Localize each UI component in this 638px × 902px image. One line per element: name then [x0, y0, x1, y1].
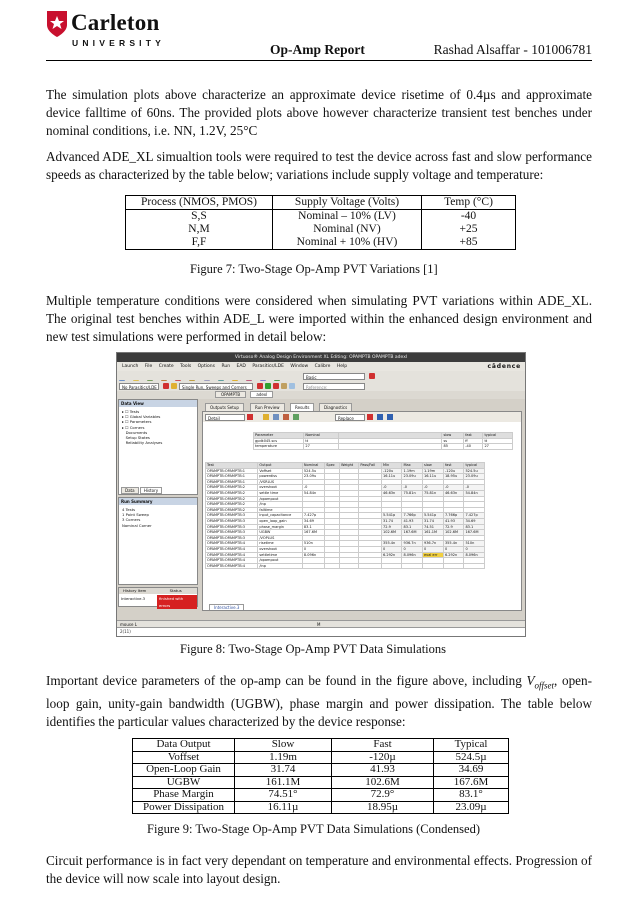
menu-item[interactable]: Run — [221, 364, 231, 369]
tool-icon[interactable] — [171, 383, 177, 389]
table-cell: 167.6M — [434, 776, 509, 789]
tool-icon[interactable] — [263, 414, 269, 420]
logo-name: Carleton — [71, 10, 160, 35]
table-cell: 72.9 — [443, 524, 463, 530]
combo-arrow-icon[interactable] — [257, 383, 263, 389]
table-cell: 54.84n — [302, 490, 324, 496]
table-header: Parameter — [254, 433, 304, 439]
table-row[interactable] — [206, 563, 485, 569]
tree-item[interactable]: ▸ ☐ Parameters — [122, 419, 152, 425]
table-cell: 83.1° — [434, 789, 509, 802]
table-cell: OPAMPTB:OPAMPTB:2 — [206, 496, 258, 502]
table-cell: 167.6M — [402, 530, 422, 536]
table-cell: Voffset — [258, 468, 303, 474]
table-cell: 524.5µ — [434, 751, 509, 764]
tool-icon[interactable] — [283, 414, 289, 420]
header-rule — [46, 60, 592, 61]
table-cell: tt — [304, 438, 339, 444]
tree-item[interactable]: ▸ ☐ Corners — [122, 424, 145, 430]
tab-results[interactable]: Results — [290, 403, 314, 412]
summary-item: 4 Tests — [122, 507, 136, 512]
table-cell: -120µ — [332, 751, 434, 764]
table-cell: 1.19m — [235, 751, 332, 764]
table-cell: 5.541p — [422, 513, 443, 519]
table-cell: OPAMPTB:OPAMPTB:4 — [206, 541, 258, 547]
table-cell: 46.63n — [443, 490, 463, 496]
table-cell: 23.09u — [464, 474, 485, 480]
paragraph-temperature: Multiple temperature conditions were considered when simulating PVT variations within ADE_XL. The original test benches within ADE_L were imported within the enhanced design environment and new test simulations were performed in detail below: — [46, 293, 592, 344]
table-cell: OPAMPTB:OPAMPTB:2 — [206, 485, 258, 491]
table-header: Process (NMOS, PMOS) — [126, 196, 273, 210]
tool-icon[interactable] — [281, 383, 287, 389]
table-cell: 23.09u — [302, 474, 324, 480]
table-row — [126, 223, 516, 236]
tool-icon[interactable] — [377, 414, 383, 420]
table-cell: OPAMPTB:OPAMPTB:4 — [206, 552, 258, 558]
history-header: History Item Status — [119, 588, 197, 594]
tab-history[interactable]: History — [140, 487, 162, 494]
table-row — [133, 751, 509, 764]
table-cell: UGBW — [258, 530, 303, 536]
tool-icon[interactable] — [273, 414, 279, 420]
table-cell: /opampout — [258, 558, 303, 564]
results-table — [205, 462, 485, 569]
table-cell: 167.6M — [464, 530, 485, 536]
table-cell: 74.51° — [235, 789, 332, 802]
table-cell — [402, 563, 422, 569]
table-cell: 72.9° — [332, 789, 434, 802]
table-cell: 0 — [382, 546, 402, 552]
table-cell: /inp — [258, 563, 303, 569]
university-logo — [46, 8, 166, 52]
paragraph-ade-xl: Advanced ADE_XL simualtion tools were required to test the device across fast and slow performance speeds as characterized by the table below; variations include supply voltage and temperature: — [46, 149, 592, 182]
table-cell: OPAMPTB:OPAMPTB:2 — [206, 507, 258, 513]
summary-item: Nominal Corner — [122, 522, 152, 528]
table-cell: N,M — [126, 223, 273, 236]
tool-icon[interactable] — [387, 414, 393, 420]
table-cell: phase_margin — [258, 524, 303, 530]
table-cell: 34.69 — [302, 518, 324, 524]
table-cell: 72.9 — [382, 524, 402, 530]
table-cell: ss — [442, 438, 464, 444]
table-header: Nominal — [304, 433, 339, 439]
table-cell: S,S — [126, 210, 273, 224]
report-title: Op-Amp Report — [270, 42, 365, 57]
summary-item: 1 Point Sweep — [122, 512, 149, 518]
table-cell: Open-Loop Gain — [133, 764, 235, 777]
table-cell: 31.74 — [422, 518, 443, 524]
replace-combo[interactable]: Replace — [335, 414, 365, 421]
table-cell: 41.93 — [402, 518, 422, 524]
table-cell: ff — [464, 438, 483, 444]
paragraph-conclusion: Circuit performance is in fact very dependant on temperature and environmental effects. Progression of the device will now scale into layout design. — [46, 853, 592, 886]
table-header: slow — [422, 463, 443, 469]
table-row — [126, 236, 516, 250]
table-cell: 8.096n — [302, 552, 324, 558]
table-cell: 7.427p — [464, 513, 485, 519]
table-cell: OPAMPTB:OPAMPTB:2 — [206, 502, 258, 508]
table-row — [133, 764, 509, 777]
table-cell: 0 — [402, 546, 422, 552]
table-cell: OPAMPTB:OPAMPTB:4 — [206, 563, 258, 569]
table-cell: risetime — [258, 541, 303, 547]
table-cell — [302, 563, 324, 569]
table-cell: -0 — [443, 485, 463, 491]
condensed-data-table — [132, 738, 509, 814]
table-cell: OPAMPTB:OPAMPTB:3 — [206, 530, 258, 536]
basic-combo[interactable]: Basic — [303, 373, 365, 380]
table-cell: temperature — [254, 444, 304, 450]
table-header-row — [126, 196, 516, 210]
history-pane — [118, 587, 198, 607]
table-header: Test — [206, 463, 258, 469]
table-cell: 1.19m — [402, 468, 422, 474]
editor-tabs — [117, 391, 525, 399]
data-view-title: Data View — [119, 400, 197, 407]
stop-icon[interactable] — [273, 383, 279, 389]
table-cell: 54.84n — [464, 490, 485, 496]
table-cell: 0 — [302, 546, 324, 552]
table-cell — [464, 563, 485, 569]
status-mouse: mouse L — [120, 622, 137, 627]
table-cell: Nominal – 10% (LV) — [273, 210, 422, 224]
table-header: Output — [258, 463, 303, 469]
corners-table — [253, 432, 513, 450]
menu-item[interactable]: Create — [158, 364, 174, 369]
table-cell: Voffset — [133, 751, 235, 764]
table-cell: OPAMPTB:OPAMPTB:3 — [206, 518, 258, 524]
table-cell: 85 — [442, 444, 464, 450]
table-cell: 7.766p — [402, 513, 422, 519]
paragraph-parameters: Important device parameters of the op-amp can be found in the figure above, including $V_{offset}$, open-loop gain, unity-gain bandwidth (UGBW), phase margin and power dissipation. The table below identifies the particular values characterized by the device response: — [46, 673, 593, 729]
status-middle: M — [317, 622, 321, 627]
table-cell: 27 — [304, 444, 339, 450]
tree-item[interactable]: Setup States — [125, 435, 150, 441]
tab-run-preview[interactable]: Run Preview — [250, 403, 285, 412]
menu-item[interactable]: EAD — [236, 364, 246, 369]
table-cell: Nominal + 10% (HV) — [273, 236, 422, 250]
results-toolbar — [203, 412, 521, 422]
table-cell — [339, 444, 442, 450]
figure-7-caption: Figure 7: Two-Stage Op-Amp PVT Variations [1] — [190, 262, 438, 276]
tab-data[interactable]: Data — [121, 487, 139, 494]
table-header: typical — [464, 463, 485, 469]
table-cell: falltime — [258, 507, 303, 513]
table-cell: 355.4n — [382, 541, 402, 547]
table-header: Pass/Fail — [359, 463, 382, 469]
table-header: Slow — [235, 739, 332, 752]
table-cell: /inp — [258, 502, 303, 508]
combo-arrow-icon[interactable] — [163, 383, 169, 389]
results-pane — [202, 411, 522, 611]
table-header: Fast — [332, 739, 434, 752]
table-cell: OPAMPTB:OPAMPTB:3 — [206, 535, 258, 541]
table-cell: OPAMPTB:OPAMPTB:2 — [206, 490, 258, 496]
table-cell: 7.427p — [302, 513, 324, 519]
table-cell: 18.95u — [443, 474, 463, 480]
ade-xl-screenshot — [116, 352, 526, 637]
table-cell — [359, 563, 382, 569]
command-prompt: 2(11) — [120, 629, 131, 634]
menu-item[interactable]: Window — [290, 364, 309, 369]
table-header: Supply Voltage (Volts) — [273, 196, 422, 210]
table-cell: OPAMPTB:OPAMPTB:1 — [206, 479, 258, 485]
table-cell: OPAMPTB:OPAMPTB:4 — [206, 558, 258, 564]
table-header: fast — [464, 433, 483, 439]
table-cell: open_loop_gain — [258, 518, 303, 524]
table-cell: -40 — [422, 210, 516, 224]
pvt-variations-table — [125, 195, 516, 250]
table-cell: 31.74 — [382, 518, 402, 524]
table-cell: -0 — [464, 485, 485, 491]
table-cell: 75.81n — [422, 490, 443, 496]
table-cell: 7.766p — [443, 513, 463, 519]
table-cell: +25 — [422, 223, 516, 236]
table-cell: Power Dissipation — [133, 801, 235, 814]
table-cell: 41.93 — [332, 764, 434, 777]
table-cell: -0 — [302, 485, 324, 491]
menu-item[interactable]: Options — [197, 364, 215, 369]
table-header-row — [133, 739, 509, 752]
tree-item[interactable]: ▸ ☐ Tests — [122, 409, 140, 414]
command-line[interactable] — [117, 627, 525, 636]
cadence-brand: cādence — [487, 363, 521, 370]
table-cell: -0 — [382, 485, 402, 491]
table-cell: -40 — [464, 444, 483, 450]
table-header: Min — [382, 463, 402, 469]
data-view-pane — [118, 399, 198, 495]
table-cell: tt — [483, 438, 513, 444]
table-cell: 34.69 — [464, 518, 485, 524]
table-cell: 83.1 — [464, 524, 485, 530]
table-cell: /opampout — [258, 496, 303, 502]
table-cell: 18.95µ — [332, 801, 434, 814]
combo-arrow-icon[interactable] — [369, 373, 375, 379]
report-author: Rashad Alsaffar - 101006781 — [433, 42, 592, 57]
table-cell: -120u — [382, 468, 402, 474]
table-cell: 167.6M — [302, 530, 324, 536]
table-cell: OPAMPTB:OPAMPTB:3 — [206, 513, 258, 519]
table-cell: OPAMPTB:OPAMPTB:1 — [206, 468, 258, 474]
menu-item[interactable]: File — [144, 364, 153, 369]
table-row — [254, 444, 513, 450]
tree-item[interactable]: ▸ ☐ Global Variables — [122, 414, 161, 420]
table-header: slow — [442, 433, 464, 439]
table-cell: -0 — [422, 485, 443, 491]
table-cell: 16.11u — [422, 474, 443, 480]
table-cell: 161.1M — [235, 776, 332, 789]
table-cell: 936.7n — [422, 541, 443, 547]
table-cell — [443, 563, 463, 569]
table-cell: 41.93 — [443, 518, 463, 524]
parasitics-combo[interactable]: No Parasitics/LDE — [119, 383, 159, 390]
combo-arrow-icon[interactable] — [367, 414, 373, 420]
table-cell: -0 — [402, 485, 422, 491]
menu-item[interactable]: Parasitics/LDE — [252, 364, 284, 369]
table-cell: 0 — [464, 546, 485, 552]
table-cell — [339, 563, 358, 569]
table-cell: eval err — [422, 552, 443, 558]
table-header: typical — [483, 433, 513, 439]
paragraph-risetime: The simulation plots above characterize an approximate device risetime of 0.4µs and approximate device falltime of 60ns. The provided plots above however characterize transient test benches under nominal conditions, i.e. NN, 1.2V, 25°C — [46, 87, 592, 138]
run-icon[interactable] — [265, 383, 271, 389]
tree-item[interactable]: Reliability Analyses — [125, 440, 163, 446]
summary-item: 3 Corners — [122, 517, 141, 523]
run-mode-combo[interactable]: Single Run, Sweeps and Corners — [179, 383, 253, 390]
table-header: Data Output — [133, 739, 235, 752]
table-cell: 102.6M — [382, 530, 402, 536]
menu-item[interactable]: Help — [336, 364, 348, 369]
table-cell — [382, 563, 402, 569]
data-history-tabs — [121, 488, 162, 493]
table-header: fast — [443, 463, 463, 469]
table-cell: 83.1 — [302, 524, 324, 530]
tool-icon[interactable] — [289, 383, 295, 389]
table-cell: 510n — [302, 541, 324, 547]
table-cell: 75.81n — [402, 490, 422, 496]
table-cell: OPAMPTB:OPAMPTB:1 — [206, 474, 258, 480]
table-cell: F,F — [126, 236, 273, 250]
table-cell: 524.5u — [302, 468, 324, 474]
table-cell — [325, 563, 340, 569]
table-row — [126, 210, 516, 224]
table-cell: 23.09µ — [434, 801, 509, 814]
tab-outputs-setup[interactable]: Outputs Setup — [205, 403, 244, 412]
menu-item[interactable]: Calibre — [314, 364, 331, 369]
table-cell: overshoot — [258, 546, 303, 552]
table-cell: 83.1 — [402, 524, 422, 530]
reference-combo[interactable]: Reference: — [303, 383, 365, 390]
table-header: Weight — [339, 463, 358, 469]
tree-item[interactable]: Documents — [125, 429, 148, 435]
tool-icon[interactable] — [293, 414, 299, 420]
table-cell: 6.292n — [443, 552, 463, 558]
menu-item[interactable]: Tools — [180, 364, 192, 369]
table-cell: powerdiss — [258, 474, 303, 480]
table-cell: UGBW — [133, 776, 235, 789]
table-cell: Phase Margin — [133, 789, 235, 802]
table-cell: Nominal (NV) — [273, 223, 422, 236]
table-cell: settle time — [258, 490, 303, 496]
table-cell: 936.7n — [402, 541, 422, 547]
table-cell: 524.5u — [464, 468, 485, 474]
menu-item[interactable]: Launch — [122, 364, 139, 369]
table-cell: 102.6M — [332, 776, 434, 789]
tab-diagnostics[interactable]: Diagnostics — [319, 403, 352, 412]
table-cell: -120u — [443, 468, 463, 474]
table-row — [133, 801, 509, 814]
table-cell: 5.541p — [382, 513, 402, 519]
table-cell: 31.74 — [235, 764, 332, 777]
table-cell — [422, 563, 443, 569]
table-cell: OPAMPTB:OPAMPTB:4 — [206, 546, 258, 552]
table-cell: input_capacitance — [258, 513, 303, 519]
table-row — [133, 776, 509, 789]
table-cell: /VSRLUS — [258, 479, 303, 485]
tab-opamptb[interactable]: OPAMPTB — [215, 391, 246, 398]
table-cell: 355.4n — [443, 541, 463, 547]
table-cell: 8.096n — [464, 552, 485, 558]
run-summary-pane — [118, 497, 198, 585]
table-cell: 34.69 — [434, 764, 509, 777]
combo-arrow-icon[interactable] — [247, 414, 253, 420]
table-cell: 102.6M — [443, 530, 463, 536]
run-summary-title: Run Summary — [119, 498, 197, 505]
table-cell: +85 — [422, 236, 516, 250]
table-row — [133, 789, 509, 802]
status-badge: finished with errors — [157, 595, 197, 609]
table-cell: overshoot — [258, 485, 303, 491]
table-cell: 46.63n — [382, 490, 402, 496]
table-cell: 16.11u — [382, 474, 402, 480]
table-cell: 27 — [483, 444, 513, 450]
table-cell: 1.19m — [422, 468, 443, 474]
table-header: Max — [402, 463, 422, 469]
table-cell: 74.51 — [422, 524, 443, 530]
table-cell: 0 — [443, 546, 463, 552]
detail-combo[interactable]: Detail — [205, 414, 245, 421]
table-cell: 16.11µ — [235, 801, 332, 814]
figure-8-caption: Figure 8: Two-Stage Op-Amp PVT Data Simulations — [180, 642, 447, 656]
crest-icon — [46, 10, 68, 38]
menu-bar — [117, 362, 525, 371]
table-cell: 0 — [422, 546, 443, 552]
table-cell: settletime — [258, 552, 303, 558]
table-header: Nominal — [302, 463, 324, 469]
logo-subtitle: UNIVERSITY — [72, 38, 166, 48]
window-title: Virtuoso® Analog Design Environment XL Editing: OPAMPTB OPAMPTB adexl — [117, 353, 525, 362]
table-header: Typical — [434, 739, 509, 752]
table-cell: 8.096n — [402, 552, 422, 558]
table-cell: 510n — [464, 541, 485, 547]
tab-interactive-3[interactable]: Interactive.3 — [209, 604, 244, 610]
tab-adexl[interactable]: adexl — [250, 391, 273, 398]
table-header: Spec — [325, 463, 340, 469]
table-cell: gpdk045.scs — [254, 438, 304, 444]
table-cell: 161.1M — [422, 530, 443, 536]
table-cell: OPAMPTB:OPAMPTB:3 — [206, 524, 258, 530]
history-row[interactable]: Interactive.3 finished with errors — [119, 595, 197, 602]
table-cell: 23.09u — [402, 474, 422, 480]
figure-9-caption: Figure 9: Two-Stage Op-Amp PVT Data Simulations (Condensed) — [147, 822, 481, 836]
table-cell: 6.292n — [382, 552, 402, 558]
table-cell: /VOPLUS — [258, 535, 303, 541]
table-header: Temp (°C) — [422, 196, 516, 210]
